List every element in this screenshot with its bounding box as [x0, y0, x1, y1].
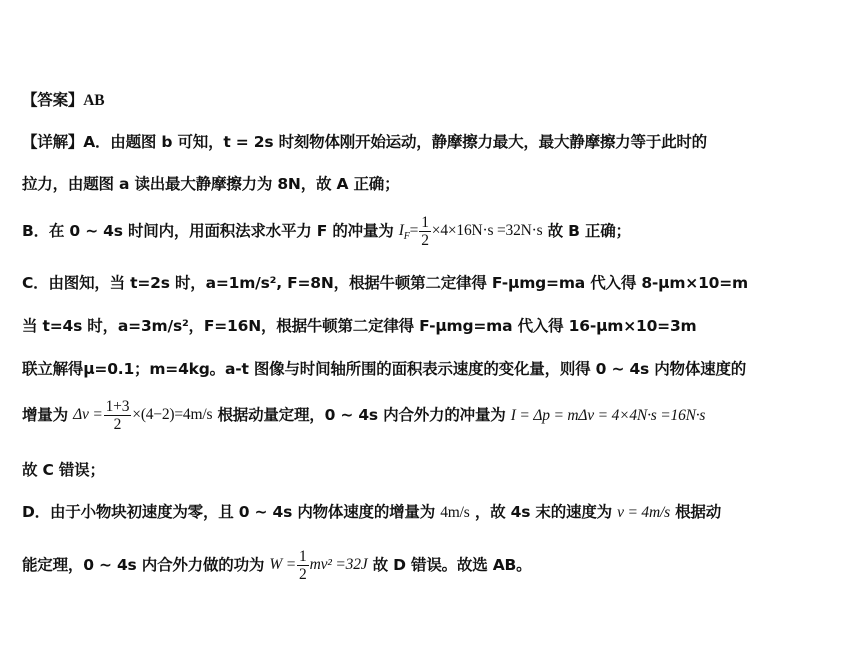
- detail-line-c2: [22, 314, 697, 336]
- velocity-change-formula: Δv = $\frac{1+3}{2}$ ×(4−2)=4m/s: [73, 398, 213, 434]
- detail-line-a1: [22, 130, 707, 152]
- line-c4-mid: 根据动量定理，0 ~ 4s 内合外力的冲量为: [217, 406, 506, 425]
- answer-label: 【答案】: [22, 91, 84, 109]
- detail-line-c4: [22, 398, 705, 433]
- detail-line-c1: [22, 271, 748, 293]
- line-a2-text: 拉力，由题图 a 读出最大静摩擦力为 8N，故 A 正确；: [22, 175, 400, 193]
- final-velocity-value: v = 4m/s: [617, 503, 670, 521]
- line-c3-text: 联立解得μ=0.1；m=4kg。a-t 图像与时间轴所围的面积表示速度的变化量，则得 0 ~ 4s 内物体速度的: [22, 360, 747, 378]
- line-d2-post: 故 D 错误。故选 AB。: [372, 556, 532, 575]
- detail-line-c3: [22, 357, 746, 379]
- answer-line: [22, 88, 104, 110]
- velocity-increment-value: 4m/s: [440, 503, 470, 521]
- line-c5-text: 故 C 错误；: [22, 461, 105, 479]
- answer-value: AB: [83, 92, 105, 109]
- detail-line-c5: [22, 458, 105, 480]
- line-c1-text: C．由图知，当 t=2s 时，a=1m/s², F=8N，根据牛顿第二定律得 F-μmg=ma 代入得 8-μm×10=m: [22, 274, 749, 292]
- detail-line-b: [22, 214, 631, 249]
- detail-label: 【详解】: [22, 133, 84, 151]
- line-b-post: 故 B 正确；: [547, 222, 631, 241]
- impulse-formula-b: $I_F=$ $\frac{1}{2}$ ×4×16N·s =32N·s: [398, 214, 543, 250]
- line-c4-pre: 增量为: [22, 406, 68, 425]
- line-d2-pre: 能定理，0 ~ 4s 内合外力做的功为: [22, 556, 265, 575]
- line-b-pre: B．在 0 ~ 4s 时间内，用面积法求水平力 F 的冲量为: [22, 222, 394, 241]
- work-formula: W = $\frac{1}{2}$ mv² =32J: [269, 548, 368, 584]
- line-c2-text: 当 t=4s 时，a=3m/s²，F=16N，根据牛顿第二定律得 F-μmg=ma 代入得 16-μm×10=3m: [22, 317, 697, 335]
- line-a1-text: A．由题图 b 可知，t = 2s 时刻物体刚开始运动，静摩擦力最大，最大静摩擦力等于此时的: [83, 133, 707, 151]
- detail-line-a2: [22, 172, 399, 194]
- fraction: $\frac{1}{2}$: [421, 214, 429, 250]
- fraction: $\frac{1+3}{2}$: [105, 398, 130, 434]
- fraction: $\frac{1}{2}$: [299, 548, 307, 584]
- line-d1-mid: ，故 4s 末的速度为: [474, 503, 612, 521]
- line-d1-post: 根据动: [675, 503, 722, 521]
- detail-line-d1: [22, 500, 721, 522]
- line-d1-pre: D．由于小物块初速度为零，且 0 ~ 4s 内物体速度的增量为: [22, 503, 436, 521]
- impulse-formula-c: I = Δp = mΔv = 4×4N·s =16N·s: [510, 406, 706, 424]
- detail-line-d2: [22, 548, 531, 583]
